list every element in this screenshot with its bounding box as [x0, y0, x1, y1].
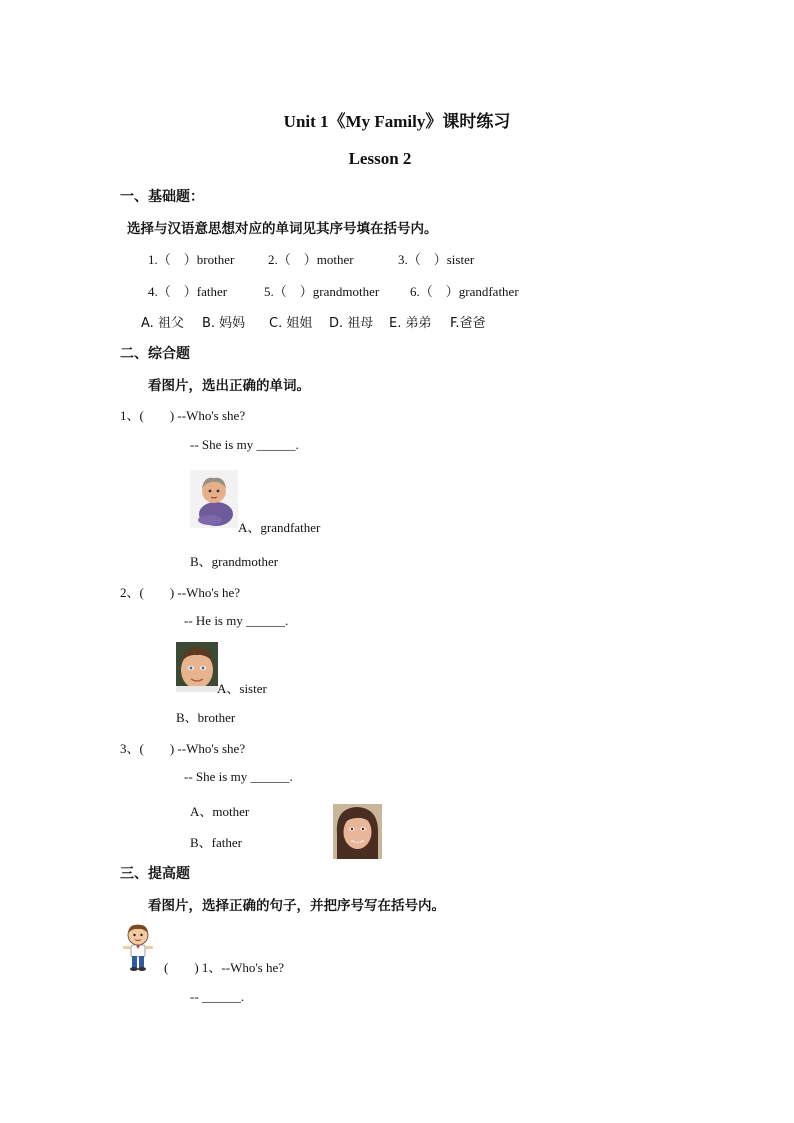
cartoon-boy-icon — [120, 922, 156, 972]
q2-option-a: A、sister — [217, 681, 267, 696]
page-subtitle: Lesson 2 — [348, 149, 412, 168]
matching-item-2: 2.（ ）mother — [268, 252, 354, 267]
option-c: C. 姐姐 — [269, 316, 313, 331]
q2-question: 2、( ) --Who's he? — [120, 585, 241, 600]
matching-item-4: 4.（ ）father — [148, 284, 228, 299]
matching-item-1: 1.（ ）brother — [148, 252, 235, 267]
section1-heading: 一、基础题： — [120, 189, 204, 205]
option-a: A. 祖父 — [141, 316, 184, 331]
grandmother-figure-icon — [190, 470, 238, 528]
q3-answer: -- She is my ______. — [184, 769, 293, 784]
matching-item-5: 5.（ ）grandmother — [264, 284, 380, 299]
section3-q1-answer: -- ______. — [190, 989, 245, 1004]
matching-item-3: 3.（ ）sister — [398, 252, 475, 267]
q3-option-b: B、father — [190, 835, 242, 850]
q2-answer: -- He is my ______. — [184, 613, 289, 628]
section2-instruction: 看图片，选出正确的单词。 — [148, 378, 310, 394]
page-title: Unit 1《My Family》课时练习 — [283, 112, 511, 131]
option-d: D. 祖母 — [329, 316, 374, 331]
q1-option-a: A、grandfather — [238, 520, 321, 535]
section3-q1-question: ( ) 1、--Who's he? — [164, 960, 285, 975]
section3-heading: 三、提高题 — [120, 866, 190, 882]
section2-heading: 二、综合题 — [120, 346, 190, 362]
q1-option-b: B、grandmother — [190, 554, 279, 569]
q2-option-b: B、brother — [176, 710, 236, 725]
q1-question: 1、( ) --Who's she? — [120, 408, 246, 423]
matching-item-6: 6.（ ）grandfather — [410, 284, 519, 299]
option-f: F.爸爸 — [450, 316, 486, 331]
boy-face-icon — [176, 642, 218, 692]
woman-face-icon — [333, 804, 382, 859]
q3-question: 3、( ) --Who's she? — [120, 741, 246, 756]
q1-answer: -- She is my ______. — [190, 437, 299, 452]
option-b: B. 妈妈 — [202, 316, 246, 331]
section3-instruction: 看图片，选择正确的句子，并把序号写在括号内。 — [148, 898, 445, 914]
q3-option-a: A、mother — [190, 804, 250, 819]
option-e: E. 弟弟 — [389, 316, 432, 331]
section1-instruction: 选择与汉语意思想对应的单词见其序号填在括号内。 — [127, 221, 438, 237]
